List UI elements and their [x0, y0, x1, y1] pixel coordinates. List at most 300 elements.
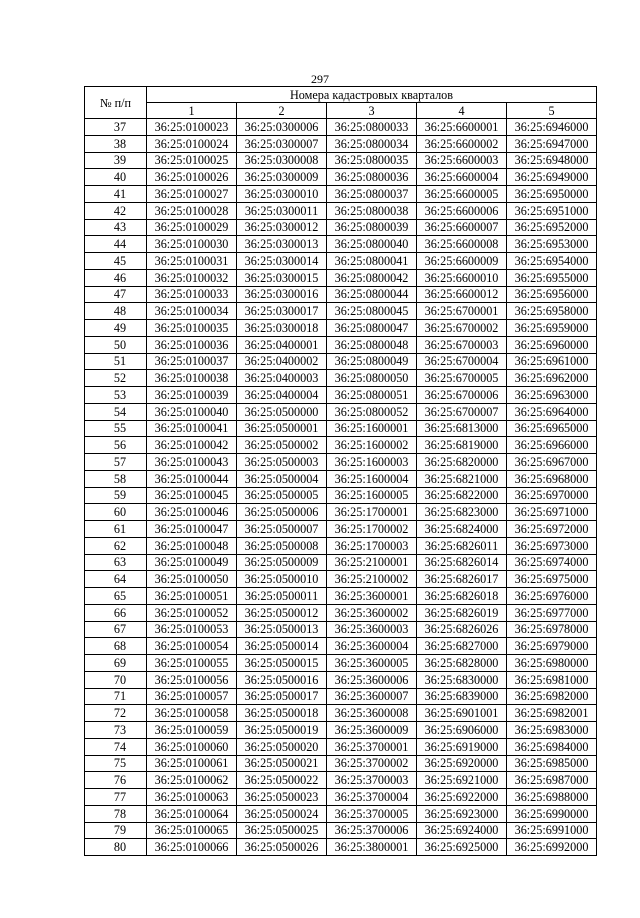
cadastral-number-cell: 36:25:6600009 [417, 253, 507, 270]
cadastral-number-cell: 36:25:6992000 [507, 839, 597, 856]
cadastral-number-cell: 36:25:3600009 [327, 722, 417, 739]
cadastral-number-cell: 36:25:0800034 [327, 135, 417, 152]
cadastral-number-cell: 36:25:0100029 [147, 219, 237, 236]
cadastral-number-cell: 36:25:0100062 [147, 772, 237, 789]
cadastral-number-cell: 36:25:3700004 [327, 789, 417, 806]
cadastral-number-cell: 36:25:0800050 [327, 370, 417, 387]
cadastral-number-cell: 36:25:1600002 [327, 437, 417, 454]
row-number-cell: 42 [85, 202, 147, 219]
cadastral-number-cell: 36:25:6906000 [417, 722, 507, 739]
cadastral-number-cell: 36:25:6988000 [507, 789, 597, 806]
cadastral-number-cell: 36:25:6979000 [507, 638, 597, 655]
row-number-cell: 41 [85, 186, 147, 203]
row-number-cell: 67 [85, 621, 147, 638]
table-row [85, 454, 597, 471]
cadastral-number-cell: 36:25:6956000 [507, 286, 597, 303]
cadastral-number-cell: 36:25:6962000 [507, 370, 597, 387]
cadastral-number-cell: 36:25:6971000 [507, 504, 597, 521]
cadastral-number-cell: 36:25:2100001 [327, 554, 417, 571]
cadastral-number-cell: 36:25:0100059 [147, 722, 237, 739]
table-row [85, 202, 597, 219]
cadastral-number-cell: 36:25:6985000 [507, 755, 597, 772]
page-number: 297 [311, 72, 329, 86]
cadastral-number-cell: 36:25:6826018 [417, 588, 507, 605]
col-header-5: 5 [507, 103, 597, 119]
cadastral-number-cell: 36:25:1600004 [327, 470, 417, 487]
table-header [85, 87, 597, 119]
cadastral-number-cell: 36:25:0800047 [327, 320, 417, 337]
cadastral-number-cell: 36:25:3600003 [327, 621, 417, 638]
row-number-cell: 60 [85, 504, 147, 521]
cadastral-number-cell: 36:25:0100023 [147, 119, 237, 136]
table-row [85, 286, 597, 303]
table-row [85, 152, 597, 169]
table-row [85, 320, 597, 337]
cadastral-number-cell: 36:25:6823000 [417, 504, 507, 521]
cadastral-number-cell: 36:25:6839000 [417, 688, 507, 705]
cadastral-number-cell: 36:25:6951000 [507, 202, 597, 219]
cadastral-number-cell: 36:25:6949000 [507, 169, 597, 186]
cadastral-number-cell: 36:25:3600001 [327, 588, 417, 605]
cadastral-number-cell: 36:25:6948000 [507, 152, 597, 169]
cadastral-number-cell: 36:25:6600007 [417, 219, 507, 236]
row-number-cell: 80 [85, 839, 147, 856]
cadastral-number-cell: 36:25:6968000 [507, 470, 597, 487]
row-number-cell: 51 [85, 353, 147, 370]
cadastral-number-cell: 36:25:0100060 [147, 738, 237, 755]
cadastral-number-cell: 36:25:0500017 [237, 688, 327, 705]
cadastral-number-cell: 36:25:0100033 [147, 286, 237, 303]
row-number-cell: 39 [85, 152, 147, 169]
cadastral-number-cell: 36:25:6600001 [417, 119, 507, 136]
cadastral-number-cell: 36:25:0400002 [237, 353, 327, 370]
cadastral-number-cell: 36:25:6821000 [417, 470, 507, 487]
cadastral-number-cell: 36:25:6963000 [507, 387, 597, 404]
cadastral-number-cell: 36:25:0500013 [237, 621, 327, 638]
row-number-cell: 76 [85, 772, 147, 789]
row-number-cell: 69 [85, 655, 147, 672]
cadastral-number-cell: 36:25:0100061 [147, 755, 237, 772]
cadastral-number-cell: 36:25:6920000 [417, 755, 507, 772]
row-number-cell: 70 [85, 671, 147, 688]
row-number-cell: 58 [85, 470, 147, 487]
cadastral-number-cell: 36:25:0500010 [237, 571, 327, 588]
row-number-cell: 75 [85, 755, 147, 772]
cadastral-number-cell: 36:25:6984000 [507, 738, 597, 755]
table-row [85, 772, 597, 789]
cadastral-number-cell: 36:25:6970000 [507, 487, 597, 504]
row-number-cell: 44 [85, 236, 147, 253]
cadastral-number-cell: 36:25:3700003 [327, 772, 417, 789]
table-row [85, 621, 597, 638]
table-row [85, 387, 597, 404]
cadastral-number-cell: 36:25:0100057 [147, 688, 237, 705]
row-number-cell: 48 [85, 303, 147, 320]
cadastral-number-cell: 36:25:0500012 [237, 604, 327, 621]
row-number-cell: 40 [85, 169, 147, 186]
table-row [85, 588, 597, 605]
cadastral-number-cell: 36:25:0800052 [327, 403, 417, 420]
cadastral-number-cell: 36:25:6826026 [417, 621, 507, 638]
cadastral-number-cell: 36:25:0300015 [237, 269, 327, 286]
cadastral-number-cell: 36:25:0500024 [237, 805, 327, 822]
cadastral-number-cell: 36:25:0300014 [237, 253, 327, 270]
cadastral-number-cell: 36:25:0400003 [237, 370, 327, 387]
cadastral-number-cell: 36:25:6600012 [417, 286, 507, 303]
cadastral-number-cell: 36:25:0100047 [147, 521, 237, 538]
row-number-cell: 53 [85, 387, 147, 404]
table-row [85, 336, 597, 353]
cadastral-number-cell: 36:25:6813000 [417, 420, 507, 437]
table-row [85, 571, 597, 588]
cadastral-number-cell: 36:25:0100044 [147, 470, 237, 487]
cadastral-number-cell: 36:25:0300006 [237, 119, 327, 136]
table-row [85, 521, 597, 538]
cadastral-number-cell: 36:25:3600008 [327, 705, 417, 722]
cadastral-number-cell: 36:25:0100027 [147, 186, 237, 203]
table-row [85, 688, 597, 705]
cadastral-number-cell: 36:25:0800036 [327, 169, 417, 186]
table-row [85, 135, 597, 152]
row-number-cell: 79 [85, 822, 147, 839]
cadastral-number-cell: 36:25:0100043 [147, 454, 237, 471]
cadastral-number-cell: 36:25:0500007 [237, 521, 327, 538]
table-row [85, 671, 597, 688]
cadastral-number-cell: 36:25:6976000 [507, 588, 597, 605]
cadastral-number-cell: 36:25:0500008 [237, 537, 327, 554]
row-number-cell: 54 [85, 403, 147, 420]
cadastral-number-cell: 36:25:6826011 [417, 537, 507, 554]
cadastral-number-cell: 36:25:6975000 [507, 571, 597, 588]
cadastral-number-cell: 36:25:0100064 [147, 805, 237, 822]
cadastral-number-cell: 36:25:0100065 [147, 822, 237, 839]
cadastral-number-cell: 36:25:0100030 [147, 236, 237, 253]
cadastral-number-cell: 36:25:6824000 [417, 521, 507, 538]
row-number-cell: 74 [85, 738, 147, 755]
cadastral-number-cell: 36:25:6700005 [417, 370, 507, 387]
table-row [85, 437, 597, 454]
cadastral-number-cell: 36:25:6990000 [507, 805, 597, 822]
cadastral-number-cell: 36:25:6827000 [417, 638, 507, 655]
cadastral-number-cell: 36:25:0500021 [237, 755, 327, 772]
cadastral-number-cell: 36:25:0100063 [147, 789, 237, 806]
cadastral-number-cell: 36:25:0300010 [237, 186, 327, 203]
table-row [85, 537, 597, 554]
cadastral-number-cell: 36:25:6958000 [507, 303, 597, 320]
cadastral-number-cell: 36:25:6953000 [507, 236, 597, 253]
cadastral-number-cell: 36:25:1600001 [327, 420, 417, 437]
cadastral-number-cell: 36:25:6600010 [417, 269, 507, 286]
cadastral-number-cell: 36:25:6828000 [417, 655, 507, 672]
cadastral-number-cell: 36:25:0500001 [237, 420, 327, 437]
cadastral-number-cell: 36:25:0100041 [147, 420, 237, 437]
cadastral-number-cell: 36:25:0800041 [327, 253, 417, 270]
cadastral-number-cell: 36:25:1600005 [327, 487, 417, 504]
cadastral-number-cell: 36:25:6946000 [507, 119, 597, 136]
table-row [85, 403, 597, 420]
cadastral-number-cell: 36:25:6600006 [417, 202, 507, 219]
row-number-cell: 47 [85, 286, 147, 303]
cadastral-number-cell: 36:25:6600008 [417, 236, 507, 253]
cadastral-number-cell: 36:25:0100040 [147, 403, 237, 420]
table-row [85, 253, 597, 270]
cadastral-number-cell: 36:25:0100046 [147, 504, 237, 521]
cadastral-number-cell: 36:25:0300007 [237, 135, 327, 152]
cadastral-number-cell: 36:25:6826014 [417, 554, 507, 571]
cadastral-number-cell: 36:25:3700002 [327, 755, 417, 772]
table-row [85, 789, 597, 806]
cadastral-number-cell: 36:25:6924000 [417, 822, 507, 839]
cadastral-number-cell: 36:25:0100035 [147, 320, 237, 337]
cadastral-number-cell: 36:25:0100034 [147, 303, 237, 320]
cadastral-number-cell: 36:25:0500022 [237, 772, 327, 789]
cadastral-number-cell: 36:25:6960000 [507, 336, 597, 353]
cadastral-number-cell: 36:25:0800048 [327, 336, 417, 353]
cadastral-number-cell: 36:25:6967000 [507, 454, 597, 471]
row-number-cell: 66 [85, 604, 147, 621]
cadastral-number-cell: 36:25:0800042 [327, 269, 417, 286]
row-number-cell: 45 [85, 253, 147, 270]
cadastral-number-cell: 36:25:6973000 [507, 537, 597, 554]
cadastral-number-cell: 36:25:0100026 [147, 169, 237, 186]
row-number-cell: 64 [85, 571, 147, 588]
cadastral-number-cell: 36:25:6922000 [417, 789, 507, 806]
cadastral-number-cell: 36:25:0100031 [147, 253, 237, 270]
cadastral-number-cell: 36:25:6954000 [507, 253, 597, 270]
cadastral-number-cell: 36:25:0100055 [147, 655, 237, 672]
table-row [85, 370, 597, 387]
row-number-cell: 38 [85, 135, 147, 152]
row-number-cell: 52 [85, 370, 147, 387]
cadastral-number-cell: 36:25:0100049 [147, 554, 237, 571]
row-number-cell: 61 [85, 521, 147, 538]
cadastral-number-cell: 36:25:6925000 [417, 839, 507, 856]
table-row [85, 186, 597, 203]
table-row [85, 487, 597, 504]
row-number-cell: 63 [85, 554, 147, 571]
cadastral-number-cell: 36:25:0100024 [147, 135, 237, 152]
table-row [85, 353, 597, 370]
col-number-header: № п/п [85, 87, 147, 119]
cadastral-number-cell: 36:25:6600005 [417, 186, 507, 203]
table-row [85, 470, 597, 487]
cadastral-number-cell: 36:25:6819000 [417, 437, 507, 454]
table-row [85, 638, 597, 655]
cadastral-number-cell: 36:25:3600007 [327, 688, 417, 705]
cadastral-number-cell: 36:25:6991000 [507, 822, 597, 839]
cadastral-number-cell: 36:25:0500020 [237, 738, 327, 755]
cadastral-number-cell: 36:25:6947000 [507, 135, 597, 152]
cadastral-number-cell: 36:25:6964000 [507, 403, 597, 420]
cadastral-number-cell: 36:25:6822000 [417, 487, 507, 504]
cadastral-number-cell: 36:25:0800045 [327, 303, 417, 320]
cadastral-number-cell: 36:25:0100052 [147, 604, 237, 621]
cadastral-number-cell: 36:25:0100056 [147, 671, 237, 688]
cadastral-number-cell: 36:25:6700001 [417, 303, 507, 320]
cadastral-number-cell: 36:25:0100054 [147, 638, 237, 655]
table-row [85, 705, 597, 722]
col-header-2: 2 [237, 103, 327, 119]
cadastral-number-cell: 36:25:0800038 [327, 202, 417, 219]
table-row [85, 822, 597, 839]
cadastral-number-cell: 36:25:0500018 [237, 705, 327, 722]
table-row [85, 269, 597, 286]
cadastral-number-cell: 36:25:6700002 [417, 320, 507, 337]
row-number-cell: 71 [85, 688, 147, 705]
cadastral-numbers-header: Номера кадастровых кварталов [147, 87, 597, 103]
cadastral-number-cell: 36:25:2100002 [327, 571, 417, 588]
cadastral-number-cell: 36:25:0500004 [237, 470, 327, 487]
table-row [85, 554, 597, 571]
cadastral-number-cell: 36:25:0800044 [327, 286, 417, 303]
row-number-cell: 72 [85, 705, 147, 722]
row-number-cell: 46 [85, 269, 147, 286]
cadastral-number-cell: 36:25:3600005 [327, 655, 417, 672]
cadastral-number-cell: 36:25:0500014 [237, 638, 327, 655]
cadastral-number-cell: 36:25:6919000 [417, 738, 507, 755]
cadastral-number-cell: 36:25:0800039 [327, 219, 417, 236]
cadastral-number-cell: 36:25:0800040 [327, 236, 417, 253]
col-header-1: 1 [147, 103, 237, 119]
cadastral-number-cell: 36:25:6982001 [507, 705, 597, 722]
cadastral-number-cell: 36:25:0100042 [147, 437, 237, 454]
cadastral-number-cell: 36:25:6830000 [417, 671, 507, 688]
col-header-3: 3 [327, 103, 417, 119]
row-number-cell: 55 [85, 420, 147, 437]
cadastral-number-cell: 36:25:0400004 [237, 387, 327, 404]
cadastral-number-cell: 36:25:0300018 [237, 320, 327, 337]
cadastral-number-cell: 36:25:6901001 [417, 705, 507, 722]
row-number-cell: 56 [85, 437, 147, 454]
cadastral-number-cell: 36:25:0100028 [147, 202, 237, 219]
cadastral-number-cell: 36:25:1700001 [327, 504, 417, 521]
cadastral-number-cell: 36:25:0500025 [237, 822, 327, 839]
cadastral-number-cell: 36:25:6700007 [417, 403, 507, 420]
cadastral-number-cell: 36:25:6955000 [507, 269, 597, 286]
cadastral-number-cell: 36:25:6700004 [417, 353, 507, 370]
row-number-cell: 65 [85, 588, 147, 605]
row-number-cell: 49 [85, 320, 147, 337]
cadastral-number-cell: 36:25:6977000 [507, 604, 597, 621]
cadastral-number-cell: 36:25:6982000 [507, 688, 597, 705]
cadastral-number-cell: 36:25:0500015 [237, 655, 327, 672]
row-number-cell: 78 [85, 805, 147, 822]
row-number-cell: 68 [85, 638, 147, 655]
row-number-cell: 57 [85, 454, 147, 471]
row-number-cell: 37 [85, 119, 147, 136]
cadastral-number-cell: 36:25:0500011 [237, 588, 327, 605]
cadastral-number-cell: 36:25:0100066 [147, 839, 237, 856]
cadastral-number-cell: 36:25:0500016 [237, 671, 327, 688]
table-row [85, 604, 597, 621]
cadastral-number-cell: 36:25:0500006 [237, 504, 327, 521]
row-number-cell: 43 [85, 219, 147, 236]
cadastral-number-cell: 36:25:3700005 [327, 805, 417, 822]
cadastral-number-cell: 36:25:1700003 [327, 537, 417, 554]
cadastral-number-cell: 36:25:0500005 [237, 487, 327, 504]
cadastral-number-cell: 36:25:0800049 [327, 353, 417, 370]
cadastral-number-cell: 36:25:6820000 [417, 454, 507, 471]
cadastral-number-cell: 36:25:6966000 [507, 437, 597, 454]
cadastral-number-cell: 36:25:0300012 [237, 219, 327, 236]
table-row [85, 655, 597, 672]
cadastral-number-cell: 36:25:6700003 [417, 336, 507, 353]
cadastral-number-cell: 36:25:6952000 [507, 219, 597, 236]
cadastral-number-cell: 36:25:0100051 [147, 588, 237, 605]
cadastral-number-cell: 36:25:6978000 [507, 621, 597, 638]
cadastral-number-cell: 36:25:6923000 [417, 805, 507, 822]
cadastral-number-cell: 36:25:0100050 [147, 571, 237, 588]
row-number-cell: 77 [85, 789, 147, 806]
cadastral-number-cell: 36:25:0500009 [237, 554, 327, 571]
cadastral-number-cell: 36:25:0100038 [147, 370, 237, 387]
cadastral-number-cell: 36:25:6961000 [507, 353, 597, 370]
table-row [85, 420, 597, 437]
cadastral-number-cell: 36:25:0100032 [147, 269, 237, 286]
cadastral-number-cell: 36:25:0300009 [237, 169, 327, 186]
cadastral-number-cell: 36:25:3800001 [327, 839, 417, 856]
cadastral-number-cell: 36:25:3600004 [327, 638, 417, 655]
table-row [85, 755, 597, 772]
cadastral-number-cell: 36:25:0800037 [327, 186, 417, 203]
table-row [85, 805, 597, 822]
cadastral-number-cell: 36:25:3700001 [327, 738, 417, 755]
row-number-cell: 50 [85, 336, 147, 353]
cadastral-number-cell: 36:25:0500003 [237, 454, 327, 471]
cadastral-number-cell: 36:25:0100045 [147, 487, 237, 504]
cadastral-number-cell: 36:25:0100036 [147, 336, 237, 353]
cadastral-number-cell: 36:25:6959000 [507, 320, 597, 337]
cadastral-number-cell: 36:25:6950000 [507, 186, 597, 203]
cadastral-number-cell: 36:25:0100025 [147, 152, 237, 169]
cadastral-number-cell: 36:25:0100048 [147, 537, 237, 554]
cadastral-number-cell: 36:25:6600003 [417, 152, 507, 169]
cadastral-number-cell: 36:25:0300011 [237, 202, 327, 219]
cadastral-number-cell: 36:25:6987000 [507, 772, 597, 789]
cadastral-number-cell: 36:25:0100058 [147, 705, 237, 722]
cadastral-number-cell: 36:25:0100037 [147, 353, 237, 370]
row-number-cell: 59 [85, 487, 147, 504]
table-row [85, 504, 597, 521]
cadastral-number-cell: 36:25:0800035 [327, 152, 417, 169]
cadastral-quarters-table [84, 86, 597, 856]
cadastral-number-cell: 36:25:1600003 [327, 454, 417, 471]
table-row [85, 738, 597, 755]
cadastral-number-cell: 36:25:0400001 [237, 336, 327, 353]
row-number-cell: 73 [85, 722, 147, 739]
cadastral-number-cell: 36:25:0500026 [237, 839, 327, 856]
cadastral-number-cell: 36:25:0800033 [327, 119, 417, 136]
cadastral-number-cell: 36:25:0500019 [237, 722, 327, 739]
cadastral-number-cell: 36:25:6974000 [507, 554, 597, 571]
cadastral-number-cell: 36:25:6921000 [417, 772, 507, 789]
cadastral-number-cell: 36:25:0300016 [237, 286, 327, 303]
row-number-cell: 62 [85, 537, 147, 554]
cadastral-number-cell: 36:25:3600006 [327, 671, 417, 688]
cadastral-number-cell: 36:25:6983000 [507, 722, 597, 739]
table-body [85, 119, 597, 856]
cadastral-number-cell: 36:25:6981000 [507, 671, 597, 688]
cadastral-number-cell: 36:25:6600002 [417, 135, 507, 152]
cadastral-number-cell: 36:25:0800051 [327, 387, 417, 404]
cadastral-number-cell: 36:25:6700006 [417, 387, 507, 404]
cadastral-number-cell: 36:25:0300013 [237, 236, 327, 253]
cadastral-number-cell: 36:25:1700002 [327, 521, 417, 538]
cadastral-number-cell: 36:25:0300008 [237, 152, 327, 169]
table-row [85, 169, 597, 186]
table-row [85, 839, 597, 856]
cadastral-number-cell: 36:25:0100053 [147, 621, 237, 638]
